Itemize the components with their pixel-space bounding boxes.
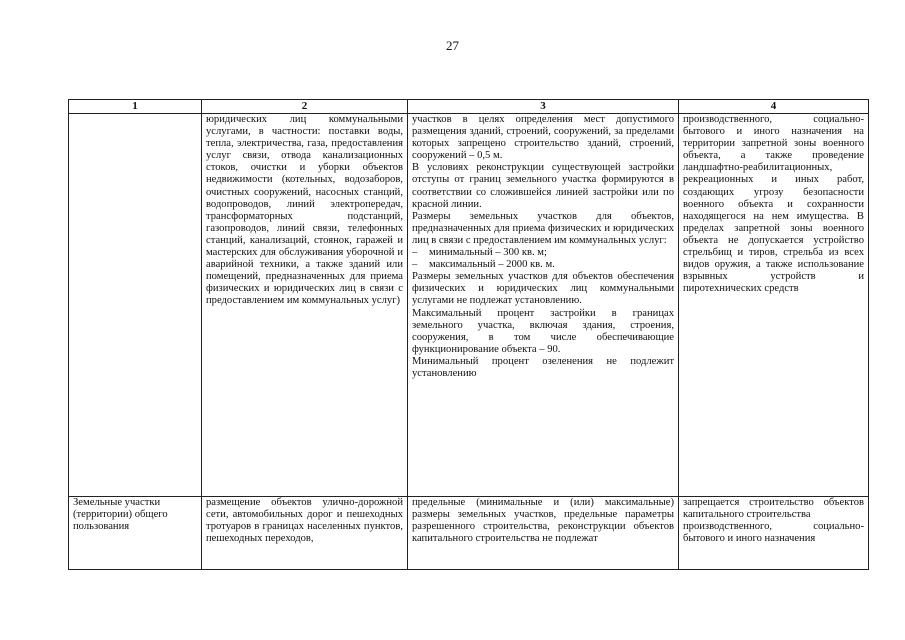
row1-col3-paragraph: участков в целях определения мест допустимого размещения зданий, строений, сооружений, за пределами которых запрещено строительство зданий, строений, сооружений – 0,5 м. [412,114,674,162]
row1-col3-paragraph: Размеры земельных участков для объектов, предназначенных для приема физических и юридических лиц в связи с предоставлением им коммунальных услуг: [412,210,674,246]
bullet-dash: – [412,247,418,259]
row1-col1-cell [69,114,202,497]
row1-col4-text: производственного, социально-бытового и иного назначения на территории запретной зоны военного объекта, а также проведение ландшафтно-реабилитационных, рекреационных и иных работ, создающих угрозу безопасности военного объекта и сохранности находящегося на нем имущества. В пределах запретной зоны военного объекта не допускается устройство стрельбищ и тиров, стрельба из всех видов оружия, а также использование взрывных устройств и пиротехнических средств [683,114,864,295]
table-row [69,497,869,570]
row2-col3-cell [408,497,679,570]
row2-col4-paragraph: производственного, социально-бытового и иного назначения [683,521,864,545]
list-item [412,247,674,259]
table-row [69,114,869,497]
row2-col2-text: размещение объектов улично-дорожной сети, автомобильных дорог и пешеходных тротуаров в границах населенных пунктов, пешеходных переходов, [206,497,403,545]
row2-col2-cell [202,497,408,570]
row1-col3-cell [408,114,679,497]
column-header-4: 4 [679,100,869,114]
page-number: 27 [446,38,459,53]
list-item-text: максимальный – 2000 кв. м. [429,259,555,271]
table-header-row [69,100,869,114]
row1-col4-cell [679,114,869,497]
column-header-3: 3 [408,100,679,114]
row2-col3-text: предельные (минимальные и (или) максимальные) размеры земельных участков, предельные параметры разрешенного строительства, реконструкции объектов капитального строительства не подлежат [412,497,674,545]
list-item-text: минимальный – 300 кв. м; [429,247,547,259]
document-table [68,99,869,570]
list-item [412,259,674,271]
row1-col2-cell [202,114,408,497]
row2-col4-cell [679,497,869,570]
bullet-dash: – [412,259,418,271]
row1-col3-paragraph: В условиях реконструкции существующей застройки отступы от границ земельного участка формируются в соответствии со сложившейся линией застройки или по красной линии. [412,162,674,210]
row2-col4-paragraph: запрещается строительство объектов капитального строительства [683,497,864,521]
column-header-2: 2 [202,100,408,114]
row2-col1-cell [69,497,202,570]
row1-col3-paragraph: Размеры земельных участков для объектов обеспечения физических и юридических лиц коммунальными услугами не подлежат установлению. [412,271,674,307]
row1-col3-paragraph: Максимальный процент застройки в границах земельного участка, включая здания, строения, сооружения, в том числе обеспечивающие функционирование объекта – 90. [412,307,674,355]
column-header-1: 1 [69,100,202,114]
row2-col1-text: Земельные участки (территории) общего пользования [73,497,168,533]
row1-col2-text: юридических лиц коммунальными услугами, в частности: поставки воды, тепла, электричества, газа, предоставления услуг связи, отвода канализационных стоков, очистки и уборки объектов недвижимости (котельных, водозаборов, очистных сооружений, насосных станций, водопроводов, линий электропередач, трансформаторных подстанций, газопроводов, линий связи, телефонных станций, канализаций, стоянок, гаражей и мастерских для обслуживания уборочной и аварийной техники, а также зданий или помещений, предназначенных для приема физических и юридических лиц в связи с предоставлением им коммунальных услуг) [206,114,403,307]
row1-col3-paragraph: Минимальный процент озеленения не подлежит установлению [412,355,674,379]
